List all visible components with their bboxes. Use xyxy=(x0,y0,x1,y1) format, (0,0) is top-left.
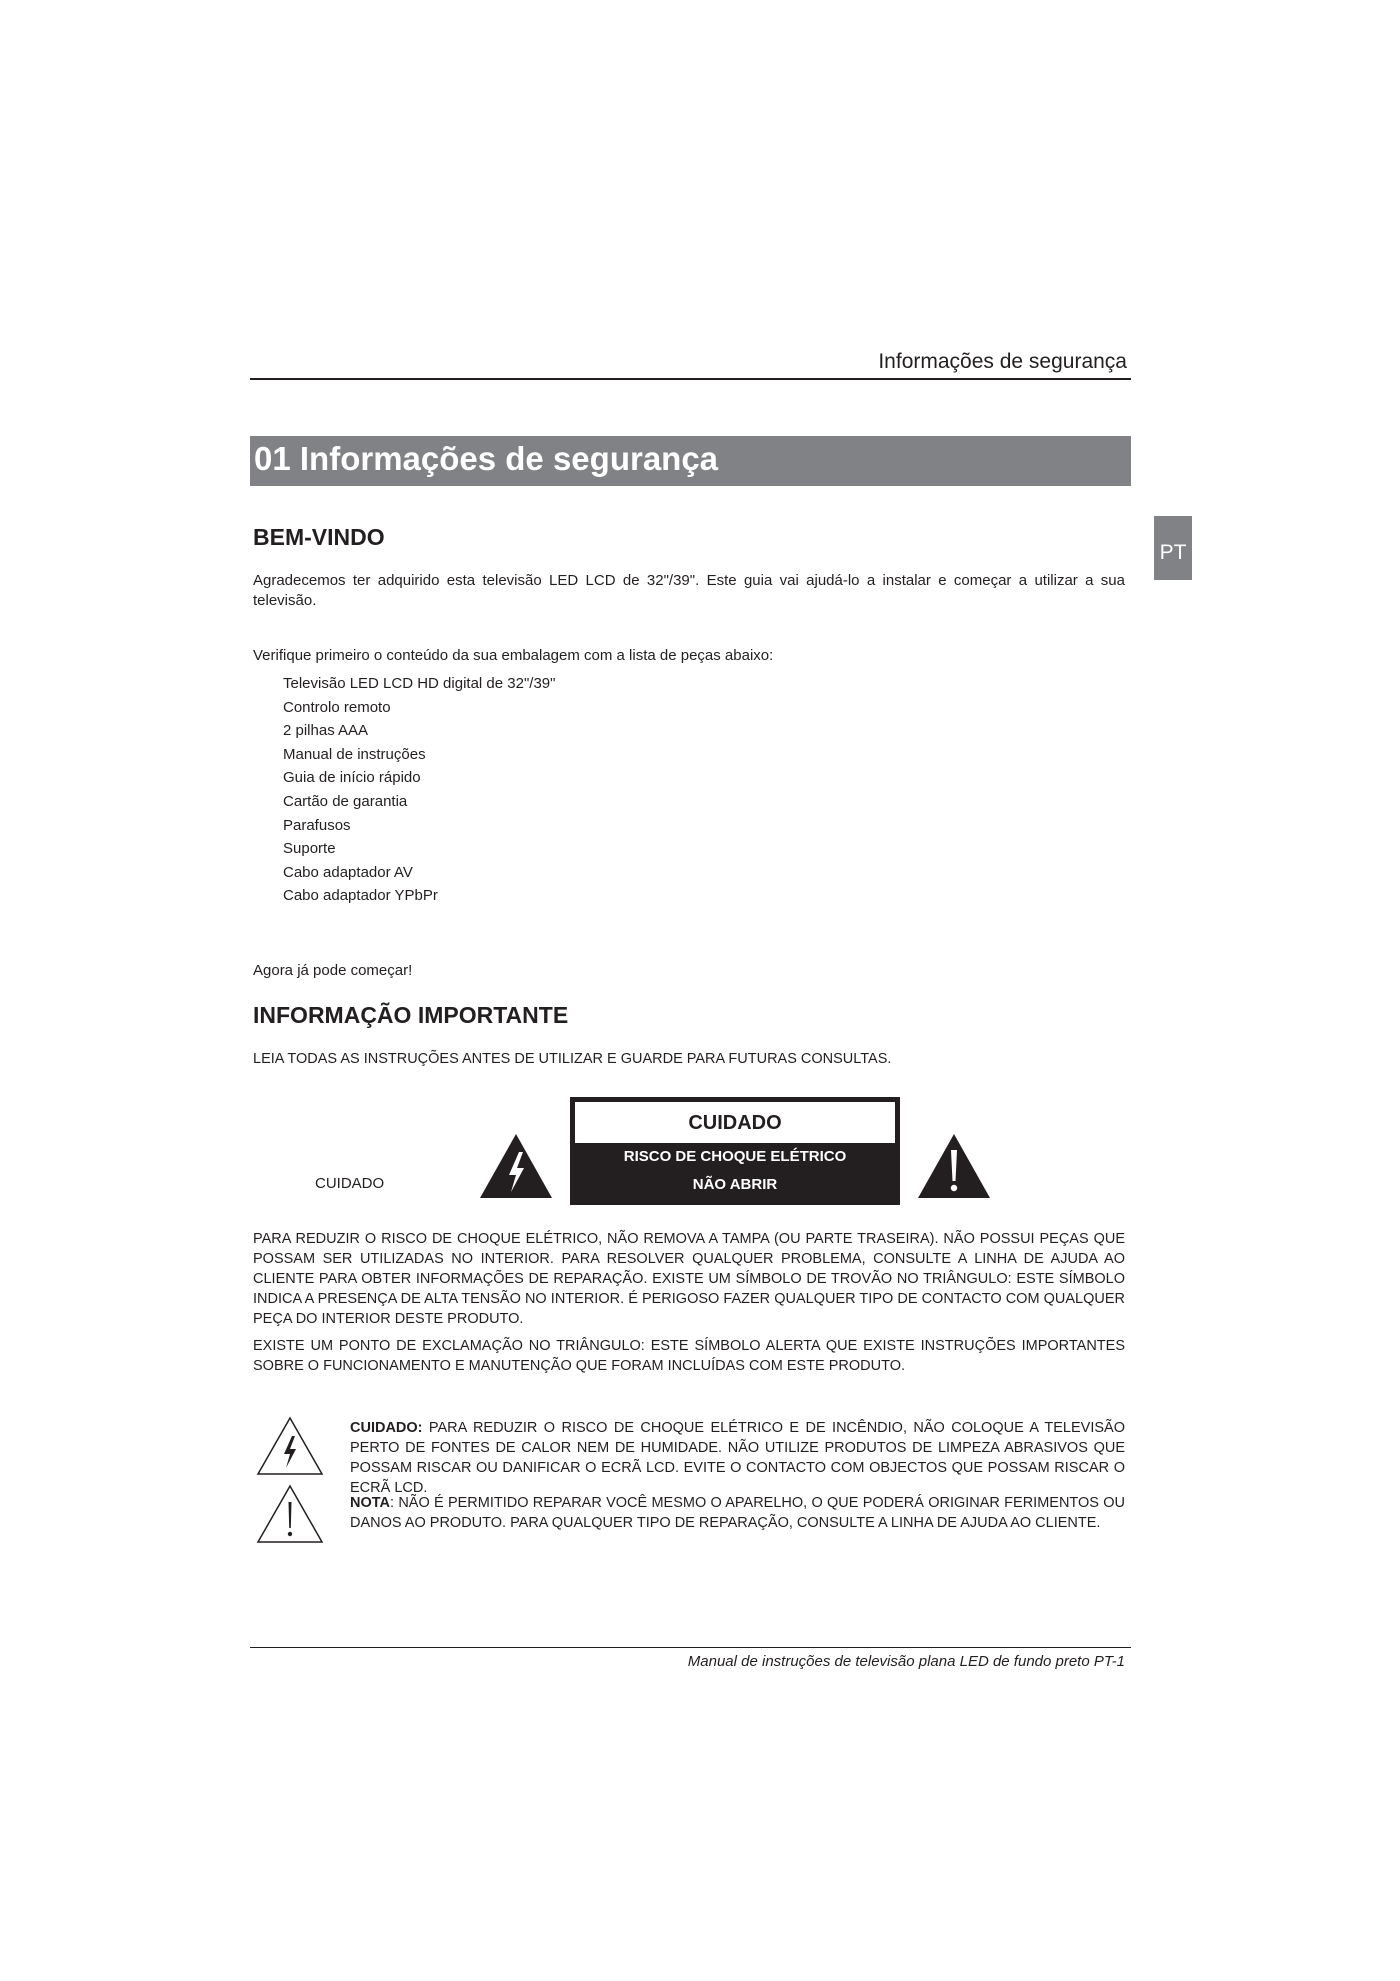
footer-rule xyxy=(250,1647,1131,1648)
exclamation-warning-icon xyxy=(916,1132,992,1200)
closing-text: Agora já pode começar! xyxy=(253,962,413,979)
lightning-warning-icon xyxy=(478,1132,554,1200)
nota-note-label: NOTA xyxy=(350,1495,391,1511)
caution-note-label: CUIDADO: xyxy=(350,1420,423,1436)
caution-warning-box xyxy=(570,1097,900,1205)
welcome-heading: BEM-VINDO xyxy=(253,524,385,550)
list-item: Controlo remoto xyxy=(283,698,391,716)
caution-label: CUIDADO xyxy=(315,1175,385,1192)
running-header-title: Informações de segurança xyxy=(878,350,1127,373)
list-item: Guia de início rápido xyxy=(283,769,421,787)
important-heading: INFORMAÇÃO IMPORTANTE xyxy=(253,1002,569,1028)
warning-box-line-2: NÃO ABRIR xyxy=(692,1176,778,1193)
list-item: Cartão de garantia xyxy=(283,792,408,810)
package-check-text: Verifique primeiro o conteúdo da sua embalagem com a lista de peças abaixo: xyxy=(253,647,774,664)
list-item: Suporte xyxy=(283,840,336,858)
shock-risk-paragraph: PARA REDUZIR O RISCO DE CHOQUE ELÉTRICO, NÃO REMOVA A TAMPA (OU PARTE TRASEIRA). NÃO POSSUI PEÇAS QUE POSSAM SER UTILIZADAS NO INTERIOR. PARA RESOLVER QUALQUER PROBLEMA, CONSULTE A LINHA DE AJUDA AO CLIENTE PARA OBTER INFORMAÇÕES DE REPARAÇÃO. EXISTE UM SÍMBOLO DE TROVÃO NO TRIÂNGULO: ESTE SÍMBOLO INDICA A PRESENÇA DE ALTA TENSÃO NO INTERIOR. É PERIGOSO FAZER QUALQUER TIPO DE CONTACTO COM QUALQUER PEÇA DO INTERIOR DESTE PRODUTO. xyxy=(253,1231,1125,1327)
section-title: 01 Informações de segurança xyxy=(254,440,719,477)
list-item: Manual de instruções xyxy=(283,745,426,763)
list-item: Parafusos xyxy=(283,816,351,834)
list-item: 2 pilhas AAA xyxy=(283,722,369,740)
warning-box-title: CUIDADO xyxy=(575,1102,895,1143)
caution-note-text: PARA REDUZIR O RISCO DE CHOQUE ELÉTRICO E DE INCÊNDIO, NÃO COLOQUE A TELEVISÃO PERTO DE FONTES DE CALOR NEM DE HUMIDADE. NÃO UTILIZE PRODUTOS DE LIMPEZA ABRASIVOS QUE POSSAM RISCAR OU DANIFICAR O ECRÃ LCD. EVITE O CONTACTO COM OBJECTOS QUE POSSAM RISCAR O ECRÃ LCD. xyxy=(350,1420,1125,1496)
welcome-intro: Agradecemos ter adquirido esta televisão LED LCD de 32"/39". Este guia vai ajudá-lo a instalar e começar a utilizar a sua televisão. xyxy=(253,572,1125,609)
lightning-outline-icon xyxy=(256,1416,324,1476)
exclamation-outline-icon xyxy=(256,1484,324,1544)
list-item: Cabo adaptador YPbPr xyxy=(283,887,438,905)
list-item: Televisão LED LCD HD digital de 32"/39" xyxy=(283,675,556,692)
language-tab: PT xyxy=(1154,516,1192,580)
footer-text: Manual de instruções de televisão plana LED de fundo preto PT-1 xyxy=(687,1653,1125,1670)
list-item: Cabo adaptador AV xyxy=(283,863,413,881)
warning-box-line-1: RISCO DE CHOQUE ELÉTRICO xyxy=(623,1148,847,1165)
read-all-text: LEIA TODAS AS INSTRUÇÕES ANTES DE UTILIZAR E GUARDE PARA FUTURAS CONSULTAS. xyxy=(253,1051,892,1067)
section-banner xyxy=(250,436,1131,486)
package-contents-list xyxy=(283,672,555,908)
header-rule xyxy=(250,378,1131,380)
nota-note-text: : NÃO É PERMITIDO REPARAR VOCÊ MESMO O APARELHO, O QUE PODERÁ ORIGINAR FERIMENTOS OU DANOS AO PRODUTO. PARA QUALQUER TIPO DE REPARAÇÃO, CONSULTE A LINHA DE AJUDA AO CLIENTE. xyxy=(350,1495,1125,1531)
caution-note xyxy=(350,1418,1125,1498)
exclamation-paragraph: EXISTE UM PONTO DE EXCLAMAÇÃO NO TRIÂNGULO: ESTE SÍMBOLO ALERTA QUE EXISTE INSTRUÇÕES IMPORTANTES SOBRE O FUNCIONAMENTO E MANUTENÇÃO QUE FORAM INCLUÍDAS COM ESTE PRODUTO. xyxy=(253,1338,1125,1374)
nota-note xyxy=(350,1493,1125,1533)
